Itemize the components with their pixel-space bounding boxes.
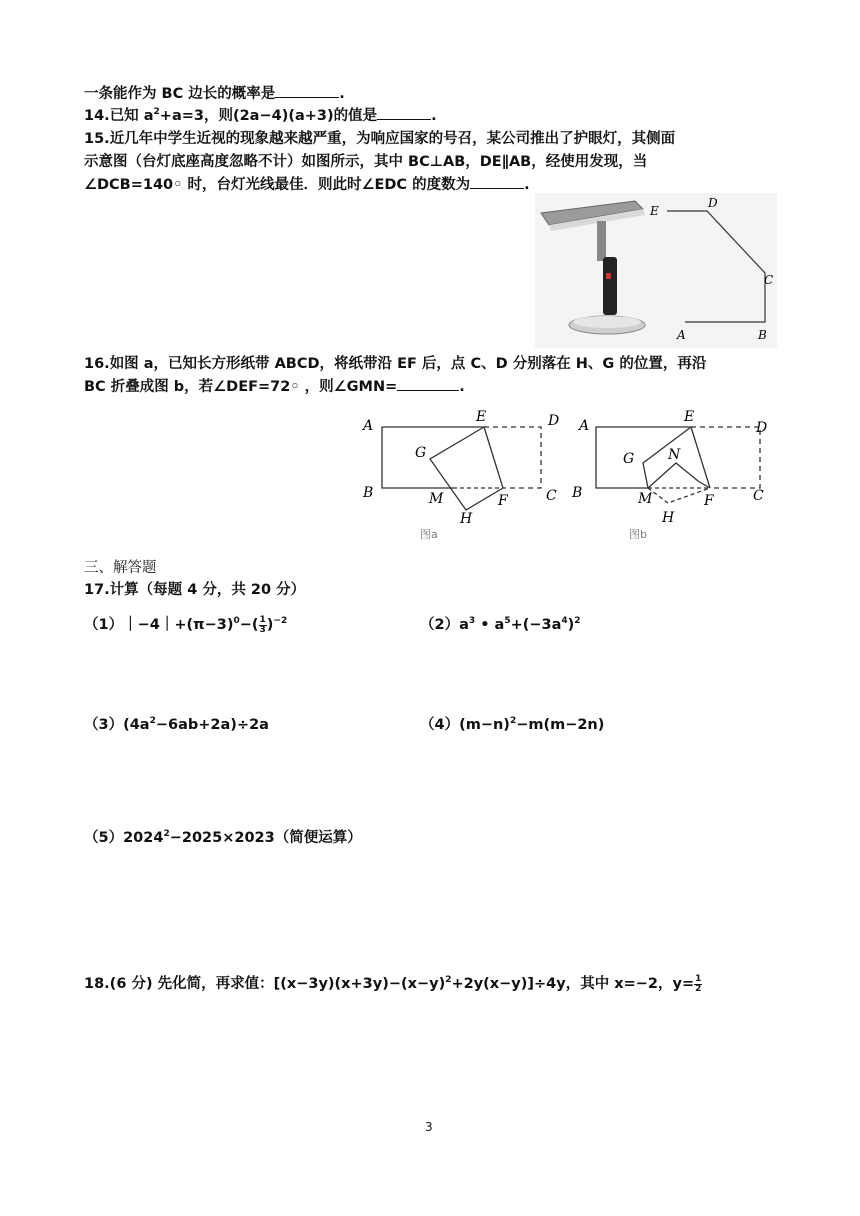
q17-part-2: $(2)a^3$ • $a^5+(-3a^4)^2$ [420, 616, 581, 633]
section-title: 三、解答题 [84, 560, 157, 576]
q17-part-4: $(4)(m-n)^2-m(m-2n)$ [420, 716, 605, 733]
fig-b-label-C: C [753, 488, 764, 504]
figure-a [382, 427, 541, 510]
q17-part-1: $(1)|-4|+(\pi-3)^0-$( $\frac{1}{3}$ )$^{-2}$ [84, 614, 288, 635]
fig-a-caption: 图a [420, 528, 438, 541]
paper-fold-figure [358, 405, 778, 545]
fig-a-label-M: M [429, 491, 444, 507]
fig-b-label-B: B [572, 485, 583, 501]
lamp-figure [535, 193, 777, 348]
fig-b-label-M: M [638, 491, 653, 507]
fraction-one-half: $\frac{1}{2}$ [695, 973, 702, 994]
label-C: C [764, 273, 774, 287]
fig-a-label-H: H [460, 511, 473, 527]
fig-b-label-E: E [684, 409, 695, 425]
q17-part-5: $(5)2024^2-2025\times 2023$（简便运算） [84, 829, 362, 846]
q16-line-2: BC 折叠成图 b，若∠DEF=72◦ ，则∠GMN= . [84, 376, 465, 398]
fig-b-label-H: H [662, 510, 675, 526]
fig-a-label-B: B [363, 485, 374, 501]
fig-b-label-F: F [704, 493, 714, 509]
fig-b-label-N: N [668, 447, 681, 463]
q18-line: 18.(6 分) 先化简，再求值：$[(x-3y)(x+3y)-(x-y)^2+2y(x-y)]\div 4y$，其中 x=−2，y= $\frac{1}{2}$ [84, 973, 702, 994]
answer-blank [377, 105, 431, 120]
fraction-one-third: $\frac{1}{3}$ [259, 614, 266, 635]
figure-b [596, 427, 760, 503]
fig-b-caption: 图b [629, 528, 647, 541]
fig-b-label-D: D [756, 420, 768, 436]
fig-a-label-E: E [476, 409, 487, 425]
fig-a-label-D: D [548, 413, 560, 429]
fig-a-label-A: A [363, 418, 374, 434]
q15-line-1: 15.近几年中学生近视的现象越来越严重，为响应国家的号召，某公司推出了护眼灯，其侧面 [84, 131, 676, 147]
answer-blank [275, 83, 339, 98]
fig-a-label-F: F [498, 493, 508, 509]
answer-blank [397, 376, 459, 391]
fig-b-label-A: A [579, 418, 590, 434]
q15-line-2: 示意图（台灯底座高度忽略不计）如图所示，其中 BC⊥AB，DE∥AB，经使用发现，当 [84, 154, 648, 170]
answer-blank [470, 174, 524, 189]
label-E: E [650, 204, 659, 218]
q17-title: 17.计算（每题 4 分，共 20 分） [84, 582, 306, 598]
label-B: B [758, 328, 767, 342]
label-A: A [677, 328, 686, 342]
label-D: D [708, 196, 718, 210]
fig-a-label-G: G [415, 445, 427, 461]
fig-a-label-C: C [546, 488, 557, 504]
q15-line-3: ∠DCB=140◦ 时，台灯光线最佳．则此时∠EDC 的度数为 . [84, 174, 530, 196]
fig-b-label-G: G [623, 451, 635, 467]
q16-line-1: 16.如图 a，已知长方形纸带 ABCD，将纸带沿 EF 后，点 C、D 分别落在 H、G 的位置，再沿 [84, 356, 707, 372]
q14-line: 14.已知 $a^2+a=3$，则(2a−4)(a+3)的值是 . [84, 105, 437, 127]
q13-line: 一条能作为 BC 边长的概率是 . [84, 83, 345, 105]
page-number: 3 [425, 1120, 433, 1134]
q17-part-3: $(3)(4a^2-6ab+2a)\div 2a$ [84, 716, 269, 733]
